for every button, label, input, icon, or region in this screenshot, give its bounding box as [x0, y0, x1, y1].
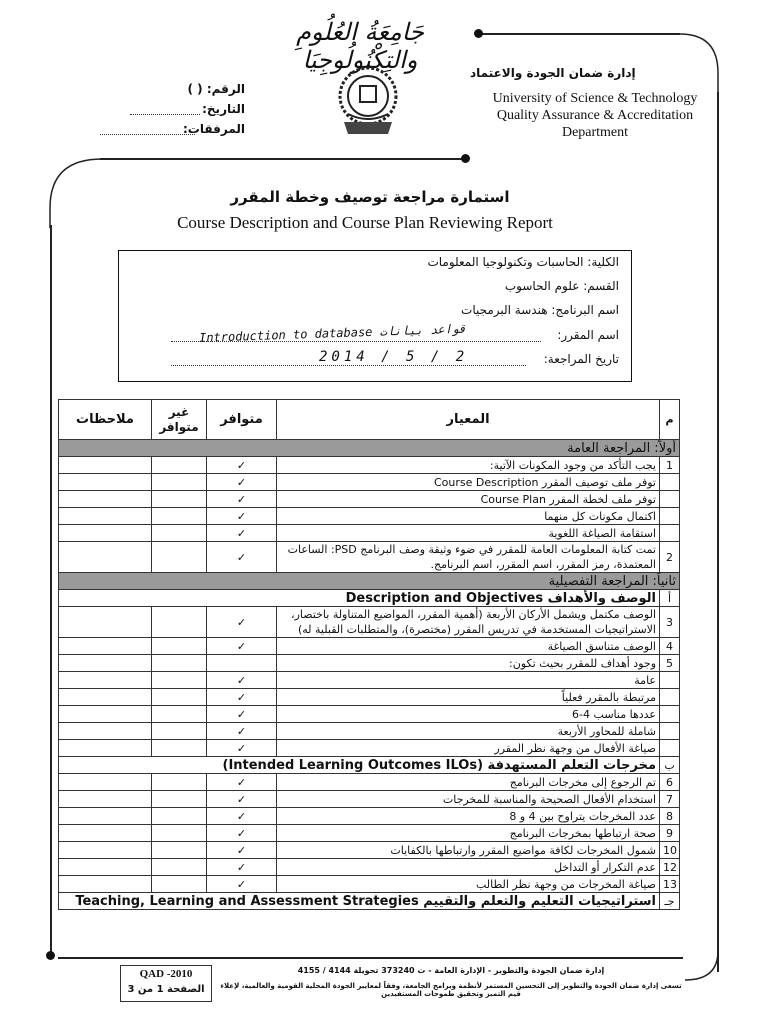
available-checkmark: ✓ [207, 542, 277, 573]
frame-dot [46, 951, 55, 960]
criterion-text: صياغة المخرجات من وجهة نظر الطالب [277, 876, 660, 893]
notes-cell [59, 740, 152, 757]
attachments-label: المرفقات: [183, 122, 245, 136]
available-checkmark: ✓ [207, 672, 277, 689]
available-checkmark: ✓ [207, 791, 277, 808]
notes-cell [59, 825, 152, 842]
notes-header: ملاحظات [59, 400, 152, 440]
criterion-number: 6 [660, 774, 680, 791]
subsection-letter: أ [660, 590, 680, 607]
frame-corner-bottom-right [680, 950, 720, 990]
not-available-cell [152, 808, 207, 825]
not-available-cell [152, 706, 207, 723]
available-checkmark: ✓ [207, 508, 277, 525]
criterion-text: صحة ارتباطها بمخرجات البرنامج [277, 825, 660, 842]
review-date-dotline [171, 365, 526, 366]
footer-mission: تسعى إدارة ضمان الجودة والتطوير إلى التحسين المستمر لأنظمة وبرامج الجامعة، وفقاً لمعايير الجودة المحلية القومية والعالمية، لإعلاء قيم التميز وتحقيق طموحات المستفيدين [220, 982, 682, 998]
available-checkmark: ✓ [207, 774, 277, 791]
criterion-row [59, 842, 680, 859]
available-checkmark: ✓ [207, 491, 277, 508]
footer-contact: إدارة ضمان الجودة والتطوير - الإدارة العامة - ت 373240 تحويلة 4144 / 4155 [297, 966, 605, 975]
number-header: م [660, 400, 680, 440]
subsection-title: مخرجات التعلم المستهدفة (Intended Learning Outcomes ILOs) [59, 757, 660, 774]
available-checkmark: ✓ [207, 859, 277, 876]
not-available-cell [152, 542, 207, 573]
section-title: أولاً: المراجعة العامة [59, 440, 680, 457]
frame-corner-top-right [670, 33, 730, 93]
date-label: التاريخ: [202, 102, 245, 116]
criterion-number [660, 525, 680, 542]
criterion-text: وجود أهداف للمقرر بحيث تكون: [277, 655, 660, 672]
criterion-number [660, 706, 680, 723]
criterion-row [59, 723, 680, 740]
criterion-text: استخدام الأفعال الصحيحة والمناسبة للمخرجات [277, 791, 660, 808]
notes-cell [59, 842, 152, 859]
criterion-row [59, 825, 680, 842]
criterion-number [660, 508, 680, 525]
criterion-number [660, 474, 680, 491]
form-code-box [120, 965, 212, 1002]
subsection-row [59, 590, 680, 607]
criterion-row [59, 542, 680, 573]
criterion-number [660, 723, 680, 740]
criterion-row [59, 525, 680, 542]
not-available-cell [152, 842, 207, 859]
notes-cell [59, 457, 152, 474]
criterion-row [59, 491, 680, 508]
not-available-cell [152, 876, 207, 893]
criterion-text: تم الرجوع إلى مخرجات البرنامج [277, 774, 660, 791]
notes-cell [59, 672, 152, 689]
criterion-row [59, 808, 680, 825]
criterion-number: 7 [660, 791, 680, 808]
university-name-en: University of Science & Technology [492, 91, 698, 106]
criterion-row [59, 859, 680, 876]
criterion-number: 10 [660, 842, 680, 859]
available-checkmark: ✓ [207, 723, 277, 740]
qa-department-en-line2: Department [561, 125, 629, 140]
criterion-text: عدد المخرجات يتراوح بين 4 و 8 [277, 808, 660, 825]
university-calligraphy-logo: جَامِعَةُ العُلُومِ والتِكْنُولُوجِيَا [296, 18, 424, 74]
criterion-number: 8 [660, 808, 680, 825]
not-available-cell [152, 607, 207, 638]
criterion-text: توفر ملف توصيف المقرر Course Description [277, 474, 660, 491]
criterion-text: صياغة الأفعال من وجهة نظر المقرر [277, 740, 660, 757]
notes-cell [59, 706, 152, 723]
available-checkmark: ✓ [207, 607, 277, 638]
attachments-dotline [100, 134, 195, 135]
not-available-cell [152, 491, 207, 508]
frame-dot [461, 154, 470, 163]
course-name-value: Introduction to database قواعد بيانات [198, 321, 467, 345]
criterion-number: 13 [660, 876, 680, 893]
criterion-number: 3 [660, 607, 680, 638]
not-available-cell [152, 672, 207, 689]
criterion-number [660, 740, 680, 757]
criterion-row [59, 740, 680, 757]
qa-department-en-line1: Quality Assurance & Accreditation [496, 108, 694, 123]
program-field: اسم البرنامج: هندسة البرمجيات [461, 303, 619, 317]
notes-cell [59, 689, 152, 706]
criterion-text: استقامة الصياغة اللغوية [277, 525, 660, 542]
criterion-text: اكتمال مكونات كل منهما [277, 508, 660, 525]
criterion-row [59, 508, 680, 525]
criterion-text: توفر ملف لخطة المقرر Course Plan [277, 491, 660, 508]
notes-cell [59, 859, 152, 876]
criterion-text: عددها مناسب 4-6 [277, 706, 660, 723]
notes-cell [59, 876, 152, 893]
frame-left-rule [50, 225, 52, 955]
available-checkmark: ✓ [207, 474, 277, 491]
available-checkmark: ✓ [207, 842, 277, 859]
department-field: القسم: علوم الحاسوب [504, 279, 619, 293]
criterion-text: شمول المخرجات لكافة مواضيع المقرر وارتباطها بالكفايات [277, 842, 660, 859]
not-available-cell [152, 859, 207, 876]
criterion-row [59, 774, 680, 791]
frame-right-rule [717, 92, 719, 972]
criterion-number: 9 [660, 825, 680, 842]
subsection-letter: جـ [660, 893, 680, 910]
page-number: الصفحة 1 من 3 [127, 984, 205, 995]
notes-cell [59, 791, 152, 808]
available-checkmark: ✓ [207, 808, 277, 825]
available-checkmark: ✓ [207, 689, 277, 706]
criterion-number [660, 689, 680, 706]
university-seal-icon [330, 64, 406, 140]
criterion-text: الوصف مكتمل ويشمل الأركان الأربعة (أهمية المقرر، المواضيع المتناولة باختصار، الاستراتيجيات المستخدمة في تدريس المقرر (مختصرة)، والمتطلبات القبلية له) [277, 607, 660, 638]
faculty-field: الكلية: الحاسبات وتكنولوجيا المعلومات [427, 255, 619, 269]
subsection-title: الوصف والأهداف Description and Objectives [59, 590, 660, 607]
criterion-number [660, 491, 680, 508]
criterion-row [59, 607, 680, 638]
not-available-cell [152, 655, 207, 672]
available-checkmark: ✓ [207, 876, 277, 893]
criterion-row [59, 655, 680, 672]
notes-cell [59, 491, 152, 508]
subsection-row [59, 757, 680, 774]
subsection-letter: ب [660, 757, 680, 774]
form-title-ar: استمارة مراجعة توصيف وخطة المقرر [230, 188, 510, 206]
review-criteria-table [58, 399, 680, 910]
criterion-row [59, 706, 680, 723]
subsection-title: استراتيجيات التعليم والتعلم والتقييم Teaching, Learning and Assessment Strategies [59, 893, 660, 910]
criterion-number: 1 [660, 457, 680, 474]
course-info-box [118, 250, 632, 382]
criterion-row [59, 638, 680, 655]
criterion-number: 5 [660, 655, 680, 672]
qa-department-ar: إدارة ضمان الجودة والاعتماد [470, 66, 636, 80]
criterion-text: عدم التكرار أو التداخل [277, 859, 660, 876]
criterion-row [59, 791, 680, 808]
available-checkmark: ✓ [207, 740, 277, 757]
section-title: ثانياً: المراجعة التفصيلية [59, 573, 680, 590]
criterion-header: المعيار [277, 400, 660, 440]
not-available-cell [152, 508, 207, 525]
notes-cell [59, 508, 152, 525]
frame-dot [474, 29, 483, 38]
criterion-row [59, 689, 680, 706]
review-date-value: 2014 / 5 / 2 [319, 349, 469, 365]
criterion-number: 4 [660, 638, 680, 655]
frame-corner-left [40, 158, 110, 228]
frame-bottom-rule [58, 957, 683, 959]
available-checkmark: ✓ [207, 638, 277, 655]
not-available-cell [152, 638, 207, 655]
notes-cell [59, 474, 152, 491]
available-checkmark: ✓ [207, 525, 277, 542]
not-available-cell [152, 740, 207, 757]
subsection-row [59, 893, 680, 910]
table-header-row [59, 400, 680, 440]
review-date-label: تاريخ المراجعة: [543, 352, 619, 366]
criterion-number: 2 [660, 542, 680, 573]
not-available-cell [152, 474, 207, 491]
available-checkmark: ✓ [207, 825, 277, 842]
not-available-cell [152, 825, 207, 842]
criterion-row [59, 457, 680, 474]
criterion-text: شاملة للمحاور الأربعة [277, 723, 660, 740]
form-code: QAD -2010 [139, 968, 193, 980]
available-checkmark [207, 655, 277, 672]
not-available-cell [152, 457, 207, 474]
section-row [59, 573, 680, 590]
criterion-text: الوصف متناسق الصياغة [277, 638, 660, 655]
frame-mid-rule [100, 158, 465, 160]
ref-number-label: الرقم: ( ) [187, 82, 245, 96]
criterion-row [59, 876, 680, 893]
frame-top-rule [480, 33, 680, 35]
section-row [59, 440, 680, 457]
notes-cell [59, 774, 152, 791]
notes-cell [59, 638, 152, 655]
notes-cell [59, 808, 152, 825]
notes-cell [59, 542, 152, 573]
not-available-cell [152, 791, 207, 808]
criterion-text: عامة [277, 672, 660, 689]
notes-cell [59, 607, 152, 638]
notes-cell [59, 655, 152, 672]
available-checkmark: ✓ [207, 706, 277, 723]
course-name-label: اسم المقرر: [557, 328, 619, 342]
not-available-cell [152, 525, 207, 542]
not-available-cell [152, 689, 207, 706]
available-header: متوافر [207, 400, 277, 440]
criterion-text: مرتبطة بالمقرر فعلياً [277, 689, 660, 706]
criterion-text: تمت كتابة المعلومات العامة للمقرر في ضوء وثيقة وصف البرنامج PSD: الساعات المعتمدة، رمز المقرر، اسم المقرر، اسم البرنامج. [277, 542, 660, 573]
notes-cell [59, 525, 152, 542]
criterion-number [660, 672, 680, 689]
not-available-header: غير متوافر [152, 400, 207, 440]
not-available-cell [152, 774, 207, 791]
criterion-row [59, 474, 680, 491]
form-title-en: Course Description and Course Plan Reviewing Report [177, 213, 553, 232]
notes-cell [59, 723, 152, 740]
not-available-cell [152, 723, 207, 740]
available-checkmark: ✓ [207, 457, 277, 474]
criterion-row [59, 672, 680, 689]
criterion-number: 12 [660, 859, 680, 876]
date-dotline [130, 114, 200, 115]
criterion-text: يجب التأكد من وجود المكونات الآتية: [277, 457, 660, 474]
